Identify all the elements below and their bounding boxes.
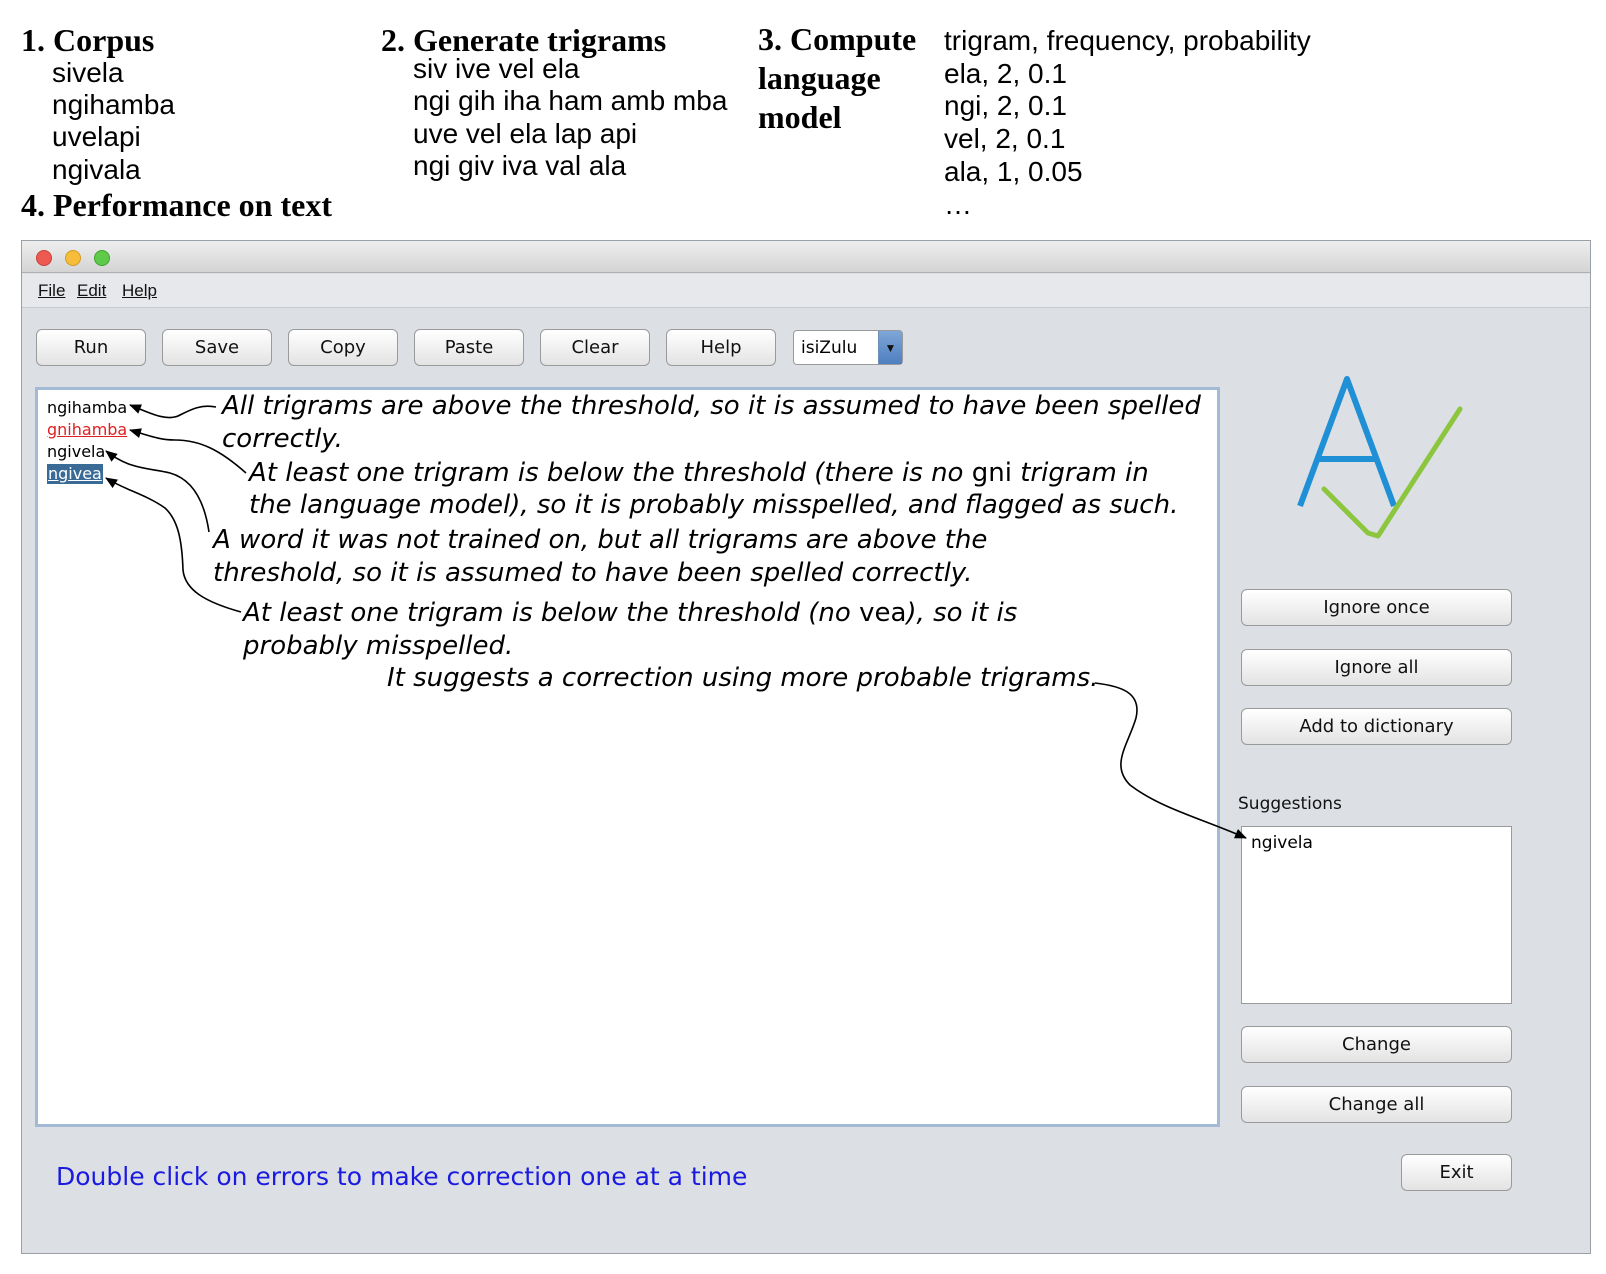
- menu-edit[interactable]: Edit: [77, 281, 107, 300]
- model-row: …: [944, 189, 972, 220]
- editor-word-correct[interactable]: ngivela: [47, 442, 106, 461]
- run-button[interactable]: Run: [36, 329, 146, 366]
- menu-file[interactable]: File: [38, 281, 66, 300]
- annotation-correct-word-cont: correctly.: [222, 424, 343, 454]
- annotation-misspelled-word-cont: the language model), so it is probably misspelled, and flagged as such.: [249, 490, 1179, 520]
- editor-word-correct[interactable]: ngihamba: [47, 398, 128, 417]
- model-row: ala, 1, 0.05: [944, 156, 1083, 187]
- model-header: trigram, frequency, probability: [944, 25, 1311, 56]
- change-button[interactable]: Change: [1241, 1026, 1512, 1063]
- paste-button[interactable]: Paste: [414, 329, 524, 366]
- annotation-untrained-word-cont: threshold, so it is assumed to have been spelled correctly.: [213, 558, 973, 588]
- suggestions-label: Suggestions: [1238, 794, 1342, 814]
- trigram-line: ngi gih iha ham amb mba: [413, 85, 728, 116]
- save-button[interactable]: Save: [162, 329, 272, 366]
- annotation-text: ), so it is: [906, 598, 1018, 628]
- arrow-to-ngihamba: [130, 405, 216, 418]
- arrow-to-ngivea: [106, 478, 241, 612]
- clear-button[interactable]: Clear: [540, 329, 650, 366]
- exit-button[interactable]: Exit: [1401, 1154, 1512, 1191]
- help-button[interactable]: Help: [666, 329, 776, 366]
- chevron-down-icon[interactable]: ▼: [878, 331, 902, 364]
- trigram-line: siv ive vel ela: [413, 53, 580, 84]
- menu-help[interactable]: Help: [122, 281, 157, 300]
- corpus-word: ngivala: [52, 154, 141, 185]
- trigram-line: ngi giv iva val ala: [413, 150, 627, 181]
- performance-title: 4. Performance on text: [21, 187, 332, 223]
- change-all-button[interactable]: Change all: [1241, 1086, 1512, 1123]
- corpus-title: 1. Corpus: [21, 22, 155, 58]
- model-title-line: model: [758, 99, 842, 135]
- annotation-text: At least one trigram is below the threshold (no: [243, 598, 860, 628]
- add-to-dictionary-button[interactable]: Add to dictionary: [1241, 708, 1512, 745]
- annotation-suggestion: It suggests a correction using more probable trigrams.: [387, 663, 1099, 693]
- corpus-word: uvelapi: [52, 121, 141, 152]
- annotation-selected-error-cont: probably misspelled.: [243, 631, 514, 661]
- status-message: Double click on errors to make correction one at a time: [56, 1162, 748, 1191]
- copy-button[interactable]: Copy: [288, 329, 398, 366]
- corpus-word: ngihamba: [52, 89, 175, 120]
- model-row: vel, 2, 0.1: [944, 123, 1066, 154]
- corpus-word: sivela: [52, 57, 124, 88]
- trigram-code: gni: [971, 458, 1012, 488]
- editor-word-error[interactable]: gnihamba: [47, 420, 128, 439]
- trigram-code: vea: [859, 598, 907, 628]
- model-row: ela, 2, 0.1: [944, 58, 1067, 89]
- model-title-line: language: [758, 60, 881, 96]
- annotation-correct-word: All trigrams are above the threshold, so it is assumed to have been spelled: [222, 391, 1201, 421]
- annotation-text: trigram in: [1011, 458, 1149, 488]
- arrow-to-suggestion: [1095, 683, 1246, 838]
- arrow-to-ngivela: [106, 451, 209, 532]
- trigram-line: uve vel ela lap api: [413, 118, 638, 149]
- editor-word-selected-error[interactable]: ngivea: [48, 464, 102, 483]
- model-title-line: 3. Compute: [758, 21, 917, 57]
- language-select-value: isiZulu: [801, 338, 858, 358]
- suggestion-item[interactable]: ngivela: [1251, 833, 1313, 853]
- annotation-untrained-word: A word it was not trained on, but all trigrams are above the: [213, 525, 988, 555]
- ignore-once-button[interactable]: Ignore once: [1241, 589, 1512, 626]
- ignore-all-button[interactable]: Ignore all: [1241, 649, 1512, 686]
- annotation-text: At least one trigram is below the threshold (there is no: [249, 458, 972, 488]
- model-row: ngi, 2, 0.1: [944, 90, 1067, 121]
- trigrams-title: 2. Generate trigrams: [381, 22, 667, 58]
- arrow-to-gnihamba: [130, 430, 246, 473]
